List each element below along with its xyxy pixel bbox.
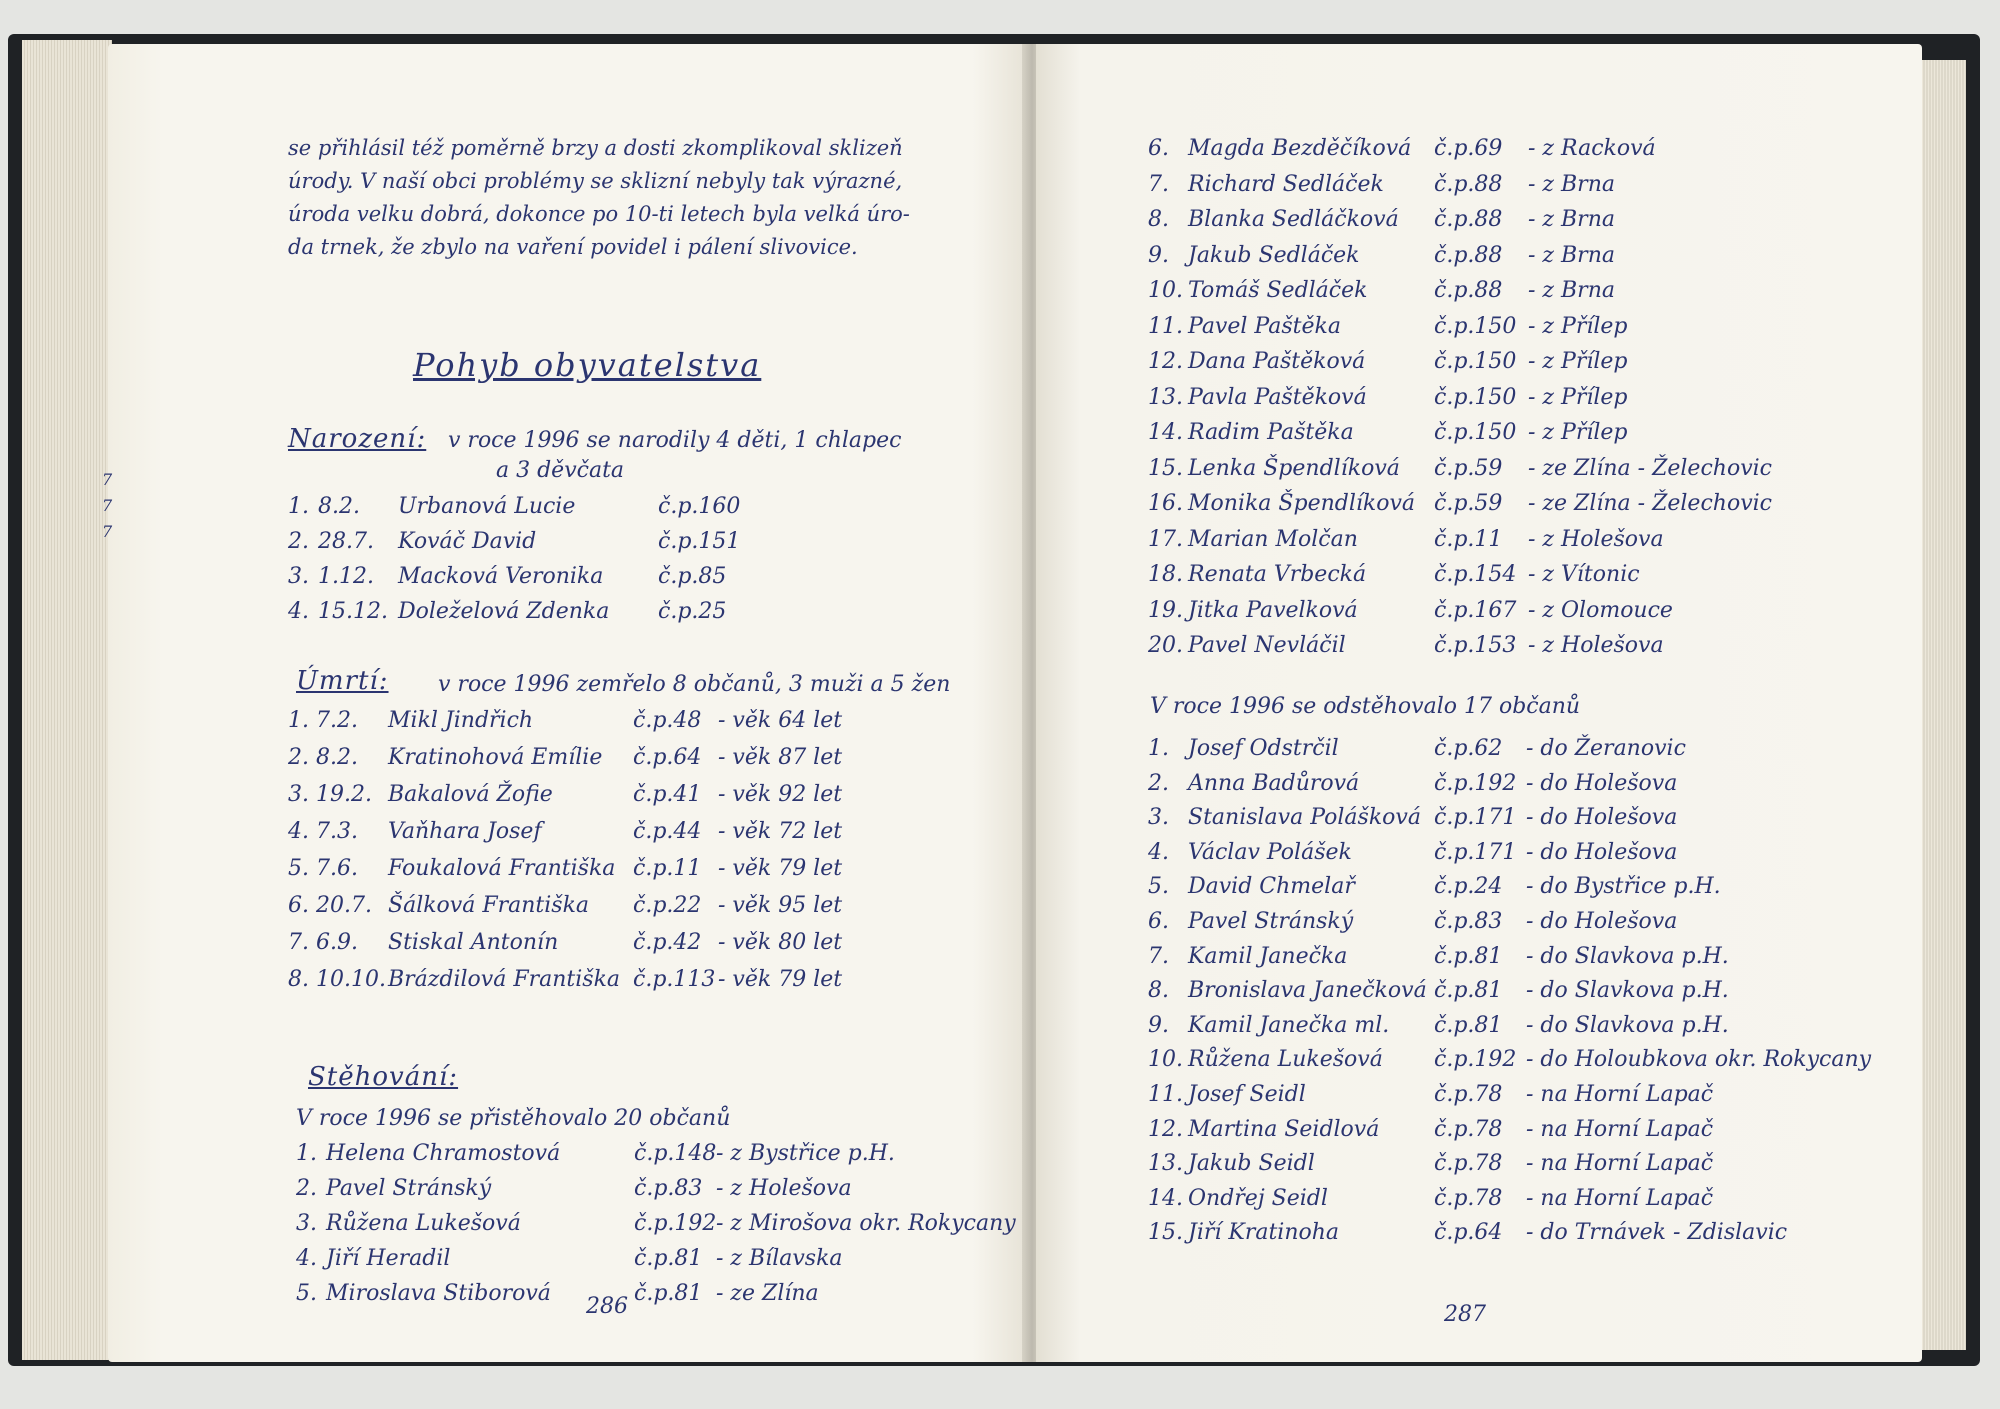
entry-house-number: č.p.78 bbox=[1434, 1185, 1503, 1211]
entry-house-number: č.p.64 bbox=[633, 745, 702, 770]
entry-house-number: č.p.85 bbox=[658, 564, 727, 589]
entry-number: 18. bbox=[1148, 562, 1183, 587]
entry-date: 7.3. bbox=[316, 819, 358, 844]
entry-name: Richard Sedláček bbox=[1188, 171, 1384, 197]
entry-age: - věk 72 let bbox=[718, 819, 843, 844]
entry-number: 10. bbox=[1148, 278, 1183, 303]
entry-number: 12. bbox=[1148, 1116, 1183, 1142]
entry-name: Urbanová Lucie bbox=[398, 494, 576, 519]
entry-name: Renata Vrbecká bbox=[1188, 562, 1367, 587]
entry-name: Jakub Seidl bbox=[1188, 1151, 1315, 1177]
entry-house-number: č.p.22 bbox=[633, 893, 702, 918]
entry-name: Marian Molčan bbox=[1188, 526, 1358, 552]
entry-name: Kamil Janečka ml. bbox=[1188, 1012, 1390, 1038]
entry-house-number: č.p.59 bbox=[1434, 491, 1503, 516]
entry-name: Tomáš Sedláček bbox=[1188, 278, 1368, 303]
entry-house-number: č.p.88 bbox=[1434, 207, 1503, 232]
deaths-label: Úmrtí: bbox=[296, 666, 389, 696]
entry-house-number: č.p.192 bbox=[634, 1211, 717, 1236]
entry-number: 3. bbox=[288, 564, 309, 589]
entry-house-number: č.p.160 bbox=[658, 494, 741, 519]
entry-house-number: č.p.44 bbox=[633, 819, 702, 844]
entry-number: 4. bbox=[288, 599, 309, 624]
entry-number: 8. bbox=[1148, 978, 1169, 1004]
entry-number: 3. bbox=[1148, 805, 1169, 831]
entry-name: Dana Paštěková bbox=[1188, 349, 1366, 374]
entry-number: 20. bbox=[1148, 633, 1183, 658]
entry-house-number: č.p.150 bbox=[1434, 384, 1517, 410]
entry-origin: - z Racková bbox=[1528, 136, 1656, 161]
intro-line: da trnek, že zbylo na vaření povidel i pálení slivovice. bbox=[288, 235, 858, 259]
entry-name: Doleželová Zdenka bbox=[398, 599, 610, 624]
entry-number: 3. bbox=[296, 1211, 317, 1236]
entry-house-number: č.p.11 bbox=[633, 856, 702, 881]
entry-destination: - do Slavkova p.H. bbox=[1526, 943, 1729, 969]
entry-name: Šálková Františka bbox=[388, 893, 590, 918]
births-label: Narození: bbox=[288, 424, 427, 454]
entry-house-number: č.p.88 bbox=[1434, 278, 1503, 303]
entry-name: Jiří Heradil bbox=[326, 1246, 451, 1271]
entry-name: Jitka Pavelková bbox=[1188, 597, 1358, 623]
entry-house-number: č.p.69 bbox=[1434, 136, 1503, 161]
entry-origin: - z Přílep bbox=[1528, 420, 1628, 445]
entry-number: 9. bbox=[1148, 242, 1169, 268]
entry-age: - věk 87 let bbox=[718, 745, 843, 770]
entry-number: 2. bbox=[296, 1176, 317, 1201]
entry-name: Jakub Sedláček bbox=[1188, 242, 1360, 268]
moves-out-text: V roce 1996 se odstěhovalo 17 občanů bbox=[1150, 694, 1581, 719]
page-edges-right bbox=[1920, 60, 1966, 1350]
entry-number: 19. bbox=[1148, 597, 1183, 623]
entry-name: Kratinohová Emílie bbox=[388, 745, 603, 770]
entry-destination: - do Holešova bbox=[1526, 909, 1678, 934]
entry-age: - věk 79 let bbox=[718, 967, 843, 992]
entry-origin: - z Brna bbox=[1528, 207, 1615, 232]
entry-destination: - do Slavkova p.H. bbox=[1526, 978, 1729, 1004]
entry-origin: - z Přílep bbox=[1528, 349, 1628, 374]
entry-name: Růžena Lukešová bbox=[1188, 1047, 1383, 1073]
entry-number: 11. bbox=[1148, 313, 1183, 339]
entry-number: 6. bbox=[288, 893, 309, 918]
entry-number: 8. bbox=[1148, 207, 1169, 232]
entry-number: 4. bbox=[296, 1246, 317, 1271]
entry-house-number: č.p.64 bbox=[1434, 1220, 1503, 1246]
entry-house-number: č.p.11 bbox=[1434, 526, 1503, 552]
entry-house-number: č.p.78 bbox=[1434, 1151, 1503, 1177]
entry-name: Ondřej Seidl bbox=[1188, 1185, 1328, 1211]
entry-name: Stanislava Polášková bbox=[1188, 805, 1421, 831]
entry-name: Blanka Sedláčková bbox=[1188, 207, 1399, 232]
entry-origin: - ze Zlína - Želechovic bbox=[1528, 491, 1772, 516]
entry-origin: - z Brna bbox=[1528, 171, 1615, 197]
entry-origin: - z Vítonic bbox=[1528, 562, 1640, 587]
entry-destination: - do Slavkova p.H. bbox=[1526, 1012, 1729, 1038]
entry-destination: - na Horní Lapač bbox=[1526, 1151, 1714, 1177]
entry-name: Pavla Paštěková bbox=[1188, 384, 1367, 410]
entry-number: 8. bbox=[288, 967, 309, 992]
entry-house-number: č.p.24 bbox=[1434, 874, 1503, 900]
entry-name: Vaňhara Josef bbox=[388, 819, 542, 844]
margin-mark: 7 bbox=[102, 522, 113, 541]
entry-house-number: č.p.42 bbox=[633, 930, 702, 955]
entry-origin: - z Brna bbox=[1528, 242, 1615, 268]
entry-destination: - na Horní Lapač bbox=[1526, 1116, 1714, 1142]
entry-origin: - ze Zlína bbox=[716, 1281, 819, 1306]
entry-number: 7. bbox=[1148, 171, 1169, 197]
entry-name: Václav Polášek bbox=[1188, 839, 1352, 865]
entry-number: 7. bbox=[1148, 943, 1169, 969]
entry-name: Anna Badůrová bbox=[1188, 770, 1360, 796]
entry-house-number: č.p.59 bbox=[1434, 455, 1503, 481]
page-edges-left bbox=[22, 40, 112, 1360]
entry-name: Pavel Stránský bbox=[1188, 909, 1354, 934]
entry-origin: - z Mirošova okr. Rokycany bbox=[716, 1211, 1016, 1236]
entry-number: 5. bbox=[1148, 874, 1169, 900]
entry-name: Bakalová Žofie bbox=[388, 782, 553, 807]
entry-name: Lenka Špendlíková bbox=[1188, 455, 1400, 481]
entry-name: David Chmelař bbox=[1188, 874, 1355, 900]
entry-number: 5. bbox=[288, 856, 309, 881]
entry-date: 19.2. bbox=[316, 782, 372, 807]
entry-house-number: č.p.167 bbox=[1434, 597, 1517, 623]
entry-number: 13. bbox=[1148, 1151, 1183, 1177]
entry-number: 6. bbox=[1148, 909, 1169, 934]
entry-house-number: č.p.81 bbox=[634, 1281, 703, 1306]
entry-date: 15.12. bbox=[318, 599, 388, 624]
entry-house-number: č.p.81 bbox=[1434, 943, 1503, 969]
entry-number: 14. bbox=[1148, 420, 1183, 445]
entry-house-number: č.p.150 bbox=[1434, 420, 1517, 445]
entry-number: 17. bbox=[1148, 526, 1183, 552]
entry-house-number: č.p.154 bbox=[1434, 562, 1517, 587]
entry-number: 14. bbox=[1148, 1185, 1183, 1211]
entry-name: Miroslava Stiborová bbox=[326, 1281, 551, 1306]
entry-house-number: č.p.81 bbox=[1434, 1012, 1503, 1038]
entry-house-number: č.p.148 bbox=[634, 1141, 717, 1166]
entry-number: 2. bbox=[1148, 770, 1169, 796]
entry-number: 4. bbox=[1148, 839, 1169, 865]
entry-name: Mikl Jindřich bbox=[388, 708, 534, 733]
entry-house-number: č.p.48 bbox=[633, 708, 702, 733]
entry-age: - věk 79 let bbox=[718, 856, 843, 881]
entry-house-number: č.p.153 bbox=[1434, 633, 1517, 658]
entry-house-number: č.p.78 bbox=[1434, 1116, 1503, 1142]
entry-house-number: č.p.151 bbox=[658, 529, 741, 554]
entry-origin: - z Olomouce bbox=[1528, 597, 1673, 623]
entry-name: Josef Seidl bbox=[1188, 1082, 1306, 1107]
entry-name: Helena Chramostová bbox=[326, 1141, 561, 1166]
entry-date: 6.9. bbox=[316, 930, 358, 955]
entry-number: 13. bbox=[1148, 384, 1183, 410]
entry-name: Brázdilová Františka bbox=[388, 967, 621, 992]
entry-house-number: č.p.150 bbox=[1434, 349, 1517, 374]
entry-origin: - z Brna bbox=[1528, 278, 1615, 303]
page-number-right: 287 bbox=[1444, 1302, 1486, 1327]
entry-date: 8.2. bbox=[318, 494, 360, 519]
entry-house-number: č.p.83 bbox=[634, 1176, 703, 1201]
margin-mark: 7 bbox=[102, 470, 113, 489]
entry-name: Kamil Janečka bbox=[1188, 943, 1348, 969]
entry-number: 7. bbox=[288, 930, 309, 955]
intro-line: se přihlásil též poměrně brzy a dosti zkomplikoval sklizeň bbox=[288, 136, 903, 160]
entry-number: 10. bbox=[1148, 1047, 1183, 1073]
entry-name: Martina Seidlová bbox=[1188, 1116, 1380, 1142]
entry-destination: - do Holešova bbox=[1526, 805, 1678, 831]
entry-house-number: č.p.192 bbox=[1434, 770, 1517, 796]
entry-name: Josef Odstrčil bbox=[1188, 736, 1339, 761]
entry-house-number: č.p.83 bbox=[1434, 909, 1503, 934]
entry-house-number: č.p.81 bbox=[634, 1246, 703, 1271]
page-number-left: 286 bbox=[586, 1294, 628, 1319]
entry-date: 7.6. bbox=[316, 856, 358, 881]
right-page bbox=[1036, 44, 1922, 1362]
left-page bbox=[102, 44, 1028, 1362]
entry-origin: - ze Zlína - Želechovic bbox=[1528, 455, 1772, 481]
entry-age: - věk 64 let bbox=[718, 708, 843, 733]
entry-origin: - z Holešova bbox=[1528, 633, 1664, 658]
entry-number: 15. bbox=[1148, 1220, 1183, 1246]
entry-origin: - z Přílep bbox=[1528, 384, 1628, 410]
entry-name: Macková Veronika bbox=[398, 564, 604, 589]
entry-house-number: č.p.88 bbox=[1434, 242, 1503, 268]
intro-line: úroda velku dobrá, dokonce po 10-ti letech byla velká úro- bbox=[288, 202, 910, 226]
entry-house-number: č.p.62 bbox=[1434, 736, 1503, 761]
entry-number: 1. bbox=[1148, 736, 1169, 761]
entry-house-number: č.p.78 bbox=[1434, 1082, 1503, 1107]
entry-number: 16. bbox=[1148, 491, 1183, 516]
entry-name: Magda Bezděčíková bbox=[1188, 136, 1412, 161]
entry-name: Radim Paštěka bbox=[1188, 420, 1354, 445]
entry-number: 3. bbox=[288, 782, 309, 807]
entry-house-number: č.p.171 bbox=[1434, 839, 1517, 865]
moves-label: Stěhování: bbox=[308, 1062, 459, 1092]
births-text-2: a 3 děvčata bbox=[496, 458, 625, 483]
entry-origin: - z Bystřice p.H. bbox=[716, 1141, 895, 1166]
moves-text: V roce 1996 se přistěhovalo 20 občanů bbox=[296, 1106, 731, 1131]
entry-destination: - na Horní Lapač bbox=[1526, 1082, 1714, 1107]
entry-house-number: č.p.171 bbox=[1434, 805, 1517, 831]
entry-house-number: č.p.192 bbox=[1434, 1047, 1517, 1073]
entry-age: - věk 80 let bbox=[718, 930, 843, 955]
entry-number: 1. bbox=[288, 494, 309, 519]
entry-origin: - z Bílavska bbox=[716, 1246, 843, 1271]
entry-number: 2. bbox=[288, 745, 309, 770]
entry-name: Jiří Kratinoha bbox=[1188, 1220, 1340, 1246]
entry-number: 1. bbox=[288, 708, 309, 733]
entry-date: 1.12. bbox=[318, 564, 374, 589]
entry-number: 11. bbox=[1148, 1082, 1183, 1107]
entry-origin: - z Holešova bbox=[716, 1176, 852, 1201]
entry-house-number: č.p.25 bbox=[658, 599, 727, 624]
entry-name: Pavel Stránský bbox=[326, 1176, 492, 1201]
entry-number: 4. bbox=[288, 819, 309, 844]
entry-house-number: č.p.113 bbox=[633, 967, 716, 992]
entry-number: 6. bbox=[1148, 136, 1169, 161]
entry-date: 20.7. bbox=[316, 893, 372, 918]
deaths-text: v roce 1996 zemřelo 8 občanů, 3 muži a 5 žen bbox=[438, 672, 951, 697]
entry-age: - věk 92 let bbox=[718, 782, 843, 807]
entry-name: Pavel Paštěka bbox=[1188, 313, 1341, 339]
entry-name: Pavel Nevláčil bbox=[1188, 633, 1346, 658]
entry-destination: - na Horní Lapač bbox=[1526, 1185, 1714, 1211]
intro-line: úrody. V naší obci problémy se sklizní nebyly tak výrazné, bbox=[288, 169, 903, 193]
entry-destination: - do Bystřice p.H. bbox=[1526, 874, 1721, 900]
entry-destination: - do Trnávek - Zdislavic bbox=[1526, 1220, 1788, 1246]
entry-number: 1. bbox=[296, 1141, 317, 1166]
entry-origin: - z Holešova bbox=[1528, 526, 1664, 552]
entry-date: 7.2. bbox=[316, 708, 358, 733]
entry-house-number: č.p.81 bbox=[1434, 978, 1503, 1004]
entry-destination: - do Holešova bbox=[1526, 839, 1678, 865]
entry-name: Foukalová Františka bbox=[388, 856, 616, 881]
entry-number: 2. bbox=[288, 529, 309, 554]
entry-name: Stiskal Antonín bbox=[388, 930, 559, 955]
entry-name: Bronislava Janečková bbox=[1188, 978, 1427, 1004]
births-text: v roce 1996 se narodily 4 děti, 1 chlapec bbox=[448, 428, 902, 453]
entry-date: 8.2. bbox=[316, 745, 358, 770]
entry-number: 9. bbox=[1148, 1012, 1169, 1038]
entry-house-number: č.p.88 bbox=[1434, 171, 1503, 197]
entry-number: 12. bbox=[1148, 349, 1183, 374]
entry-age: - věk 95 let bbox=[718, 893, 843, 918]
entry-destination: - do Holoubkova okr. Rokycany bbox=[1526, 1047, 1872, 1073]
entry-date: 28.7. bbox=[318, 529, 374, 554]
entry-origin: - z Přílep bbox=[1528, 313, 1628, 339]
entry-name: Růžena Lukešová bbox=[326, 1211, 521, 1236]
entry-destination: - do Holešova bbox=[1526, 770, 1678, 796]
entry-house-number: č.p.150 bbox=[1434, 313, 1517, 339]
entry-house-number: č.p.41 bbox=[633, 782, 702, 807]
entry-date: 10.10. bbox=[316, 967, 386, 992]
entry-destination: - do Žeranovic bbox=[1526, 736, 1686, 761]
entry-number: 15. bbox=[1148, 455, 1183, 481]
intro-paragraph bbox=[288, 136, 1008, 306]
entry-name: Monika Špendlíková bbox=[1188, 491, 1416, 516]
section-title: Pohyb obyvatelstva bbox=[413, 346, 762, 384]
entry-name: Kováč David bbox=[398, 529, 537, 554]
margin-mark: 7 bbox=[102, 496, 113, 515]
entry-number: 5. bbox=[296, 1281, 317, 1306]
